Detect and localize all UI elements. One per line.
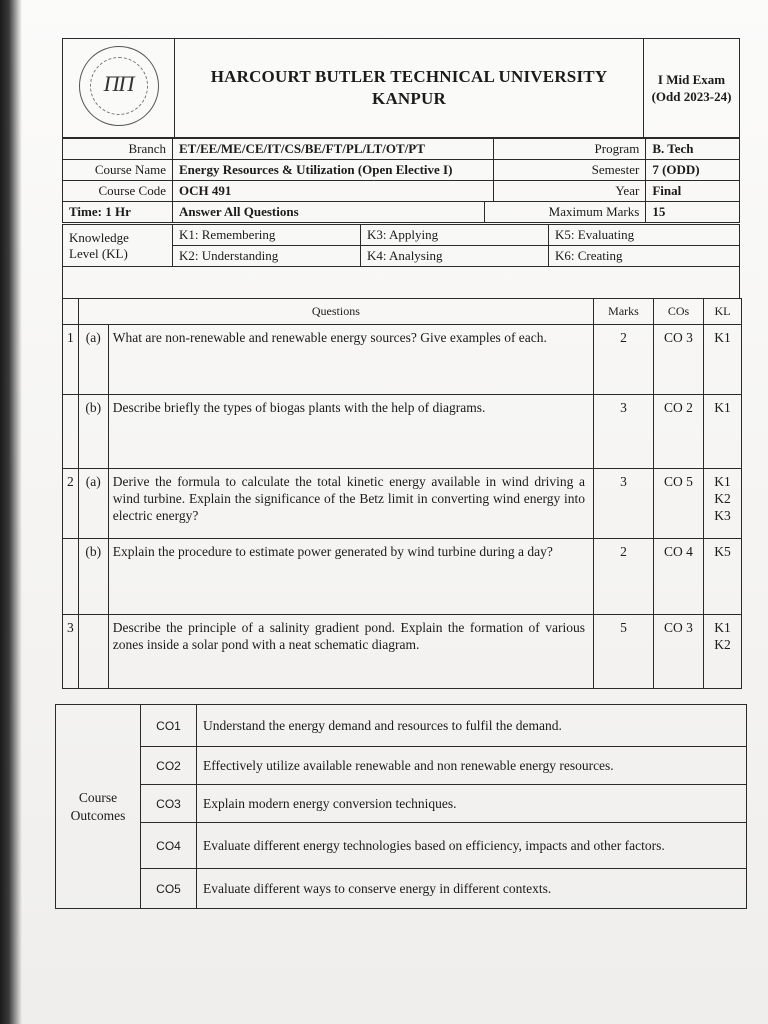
university-logo: ПП [79, 46, 159, 126]
questions-table [62, 298, 742, 689]
co-id: CO3 [141, 785, 197, 823]
year-label: Year [494, 181, 646, 202]
year-value: Final [646, 181, 740, 202]
question-marks: 2 [594, 539, 654, 615]
questions-header-row [63, 299, 742, 325]
co-id: CO4 [141, 823, 197, 869]
max-marks-label: Maximum Marks [485, 202, 646, 223]
question-kl: K1 [704, 395, 742, 469]
questions-header: Questions [78, 299, 593, 325]
semester-value: 7 (ODD) [646, 160, 740, 181]
kl-k1: K1: Remembering [173, 225, 361, 246]
marks-header: Marks [594, 299, 654, 325]
kl-k4: K4: Analysing [361, 246, 549, 267]
question-row: (b) Explain the procedure to estimate power generated by wind turbine during a day? 2 CO 4 K5 [63, 539, 742, 615]
question-co: CO 2 [654, 395, 704, 469]
question-text: Derive the formula to calculate the total kinetic energy available in wind driving a wind turbine. Explain the significance of the Betz limit in converting wind energy into electric energy? [108, 469, 593, 539]
instruction: Answer All Questions [173, 202, 485, 223]
branch-value: ET/EE/ME/CE/IT/CS/BE/FT/PL/LT/OT/PT [173, 139, 494, 160]
program-value: B. Tech [646, 139, 740, 160]
co-id: CO5 [141, 869, 197, 909]
question-co: CO 3 [654, 325, 704, 395]
exam-title: I Mid Exam (Odd 2023-24) [644, 39, 740, 138]
question-co: CO 3 [654, 615, 704, 689]
co-id: CO2 [141, 747, 197, 785]
question-text: What are non-renewable and renewable energy sources? Give examples of each. [108, 325, 593, 395]
course-outcomes-table [55, 704, 747, 909]
question-co: CO 4 [654, 539, 704, 615]
co-row [56, 747, 747, 785]
question-text: Describe briefly the types of biogas plants with the help of diagrams. [108, 395, 593, 469]
course-name-label: Course Name [63, 160, 173, 181]
course-code-value: OCH 491 [173, 181, 494, 202]
university-name: HARCOURT BUTLER TECHNICAL UNIVERSITY KANPUR [175, 39, 644, 138]
question-row: 1 (a) What are non-renewable and renewable energy sources? Give examples of each. 2 CO 3 K1 [63, 325, 742, 395]
time-label: Time: 1 Hr [63, 202, 173, 223]
question-marks: 3 [594, 469, 654, 539]
cos-header: COs [654, 299, 704, 325]
question-marks: 3 [594, 395, 654, 469]
kl-k3: K3: Applying [361, 225, 549, 246]
page-edge-shadow [0, 0, 22, 1024]
question-kl: K1 [704, 325, 742, 395]
kl-label: Knowledge Level (KL) [63, 225, 173, 267]
course-outcomes-label: Course Outcomes [56, 705, 141, 909]
co-row [56, 823, 747, 869]
section-gap [62, 266, 740, 298]
course-name-value: Energy Resources & Utilization (Open Elective I) [173, 160, 494, 181]
co-id: CO1 [141, 705, 197, 747]
kl-k6: K6: Creating [549, 246, 740, 267]
co-row [56, 785, 747, 823]
co-text: Evaluate different ways to conserve energy in different contexts. [197, 869, 747, 909]
co-row [56, 705, 747, 747]
question-co: CO 5 [654, 469, 704, 539]
course-code-label: Course Code [63, 181, 173, 202]
question-text: Describe the principle of a salinity gradient pond. Explain the formation of various zones inside a solar pond with a neat schematic diagram. [108, 615, 593, 689]
kl-k5: K5: Evaluating [549, 225, 740, 246]
question-row: 3 Describe the principle of a salinity gradient pond. Explain the formation of various zones inside a solar pond with a neat schematic diagram. 5 CO 3 K1 K2 [63, 615, 742, 689]
question-marks: 5 [594, 615, 654, 689]
exam-header [62, 38, 740, 138]
branch-label: Branch [63, 139, 173, 160]
logo-cell [63, 39, 175, 138]
max-marks-value: 15 [646, 202, 740, 223]
course-info-table [62, 138, 740, 223]
co-text: Understand the energy demand and resources to fulfil the demand. [197, 705, 747, 747]
co-row [56, 869, 747, 909]
co-text: Evaluate different energy technologies based on efficiency, impacts and other factors. [197, 823, 747, 869]
question-kl: K5 [704, 539, 742, 615]
knowledge-level-table [62, 224, 740, 267]
co-text: Explain modern energy conversion techniques. [197, 785, 747, 823]
kl-k2: K2: Understanding [173, 246, 361, 267]
semester-label: Semester [494, 160, 646, 181]
question-row: (b) Describe briefly the types of biogas plants with the help of diagrams. 3 CO 2 K1 [63, 395, 742, 469]
program-label: Program [494, 139, 646, 160]
question-row: 2 (a) Derive the formula to calculate the total kinetic energy available in wind driving a wind turbine. Explain the significance of the Betz limit in converting wind energy into electric energy? 3 CO 5 K1 K2 K3 [63, 469, 742, 539]
question-kl: K1 K2 [704, 615, 742, 689]
kl-header: KL [704, 299, 742, 325]
question-text: Explain the procedure to estimate power generated by wind turbine during a day? [108, 539, 593, 615]
co-text: Effectively utilize available renewable and non renewable energy resources. [197, 747, 747, 785]
question-kl: K1 K2 K3 [704, 469, 742, 539]
question-marks: 2 [594, 325, 654, 395]
